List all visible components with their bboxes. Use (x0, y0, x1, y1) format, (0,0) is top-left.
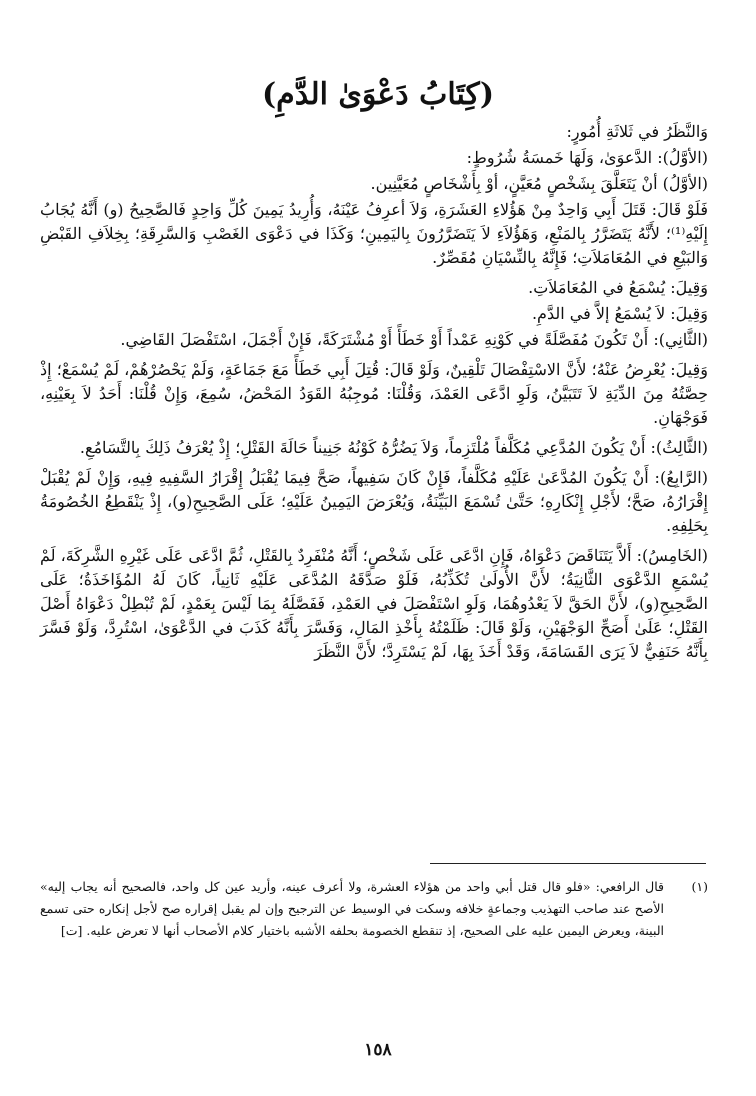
page-number: ١٥٨ (364, 1040, 392, 1060)
paragraph-second-detail: وَقِيلَ: يُعْرِضُ عَنْهُ؛ لأَنَّ الاسْتِفْصَالَ تَلْقِينٌ، وَلَوْ قَالَ: قُتِلَ أَبِي خَطَأً مَعَ جَمَاعَةٍ، وَلَمْ يَحْصُرْهُمْ، لَمْ يُسْمَعْ؛ إِذْ حِصَّتُهُ مِنَ الدِّيَةِ لاَ تَتَبَيَّنُ، وَلَوِ ادَّعَى العَمْدَ، وَقُلْنَا: مُوجِبُهُ القَوَدُ المَحْضُ، سُمِعَ، وَإِنْ قُلْنَا: أَحَدُ لاَ بِعَيْنِهِ، فَوَجْهَانِ. (40, 360, 708, 427)
paragraph-fifth: (الخَامِسُ): أَلاَّ يَتَنَاقَضَ دَعْوَاهُ، فَإِنِ ادَّعَى عَلَى شَخْصٍ؛ أَنَّهُ مُنْفَرِدٌ بِالقَتْلِ، ثُمَّ ادَّعَى عَلَى غَيْرِهِ الشَّرِكَةَ، لَمْ يُسْمَعِ الدَّعْوَى الثَّانِيَةُ؛ لأَنَّ الأُولَىٰ تُكَذِّبُهُ، فَلَوْ صَدَّقَهُ المُدَّعَى عَلَيْهِ ثَانِياً، كَانَ لَهُ المُؤَاخَذَةُ؛ عَلَى الصَّحِيحِ(و)، لأَنَّ الحَقَّ لاَ يَعْدُوهُمَا، وَلَوِ اسْتَفْصَلَ في العَمْدِ، فَفَصَّلَهُ بِمَا لَيْسَ بِعَمْدٍ، لَمْ تُبْطِلْ دَعْوَاهُ أَصْلَ القَتْلِ؛ عَلَىٰ أَصَحِّ الوَجْهَيْنِ، وَلَوْ قَالَ: ظَلَمْتُهُ بِأَخْذِ المَالِ، وَفَسَّرَ بِأَنَّهُ كَذَبَ في الدَّعْوَىٰ، اسْتُرِدَّ، وَلَوْ فَسَّرَ بِأَنَّهُ حَنَفِيٌّ لاَ يَرَى القَسَامَةَ، وَقَدْ أَخَذَ بِهَا، لَمْ يَسْتَرِدَّ؛ لأَنَّ النَّظَرَ (40, 546, 708, 661)
paragraph-opinion-2: وَقِيلَ: لاَ يُسْمَعُ إلاَّ في الدَّمِ. (531, 304, 708, 323)
footnote-divider (430, 863, 706, 864)
footnote-text: قال الرافعي: «فلو قال قتل أبي واحد من هؤلاء العشرة، ولا أعرف عينه، وأريد عين كل واحد، فالصحيح أنه يجاب إليه» الأصح عند صاحب التهذيب وجماعةٍ خلافه وسكت في الوسيط عن الترجيح وإن لم يقبل إقراره صح لأجل إنكاره حتى تسمع البينة، ويعرض اليمين عليه على الصحيح، إذ تنقطع الخصومة بحلفه الأشبه باختيار كلام الأصحاب أنها لا تعرض عليه. [ت] (40, 879, 664, 938)
footnote-number: (١) (691, 879, 708, 894)
footnote (40, 876, 708, 942)
paragraph-fourth: (الرَّابِعُ): أَنْ يَكُونَ المُدَّعَىٰ عَلَيْهِ مُكَلَّفاً، فَإِنْ كَانَ سَفِيهاً، صَحَّ فِيمَا يُقْبَلُ إِقْرَارُ السَّفِيهِ فِيهِ، وَإِنْ لَمْ يُقْبَلْ إِقْرَارُهُ، صَحَّ؛ لأَجْلِ إِنْكَارِهِ؛ حَتَّىٰ تُسْمَعَ البَيِّنَةُ، وَيُعْرَضَ اليَمِينُ عَلَيْهِ؛ عَلَى الصَّحِيحِ(و)، إِذْ يَنْقَطِعُ الخُصُومَةُ بِحَلِفِهِ. (40, 468, 708, 535)
paragraph-first-rule: (الأوَّلُ) أنْ يَتَعَلَّقَ بِشَخْصٍ مُعَيَّنٍ، أوْ بِأَشْخَاصٍ مُعَيَّنِين. (370, 174, 708, 193)
chapter-title: (كِتَابُ دَعْوَىٰ الدَّمِ) (261, 77, 495, 112)
paragraph-third: (الثَّالِثُ): أَنْ يَكُونَ المُدَّعِي مُكَلَّفاً مُلْتَزِماً، وَلاَ يَضُرُّهُ كَوْنُهُ جَنِيناً حَالَةَ القَتْلِ؛ إِذْ يُعْرَفُ ذَلِكَ بِالتَّسَامُعِ. (79, 438, 708, 457)
paragraph-opinion-1: وَقِيلَ: يُسْمَعُ في المُعَامَلاَتِ. (528, 278, 708, 297)
main-text (40, 120, 708, 670)
paragraph-example: فَلَوْ قَالَ: قَتَلَ أَبِي وَاحِدٌ مِنْ هَؤُلاءِ العَشَرَةِ، وَلاَ أعرِفُ عَيْنَهُ، وَأُرِيدُ يَمِينَ كُلِّ وَاحِدٍ فَالصَّحِيحُ (و) أَنَّهُ يُجَابُ إِلَيْهِ⁽¹⁾؛ لأَنَّهُ يَتَضَرَّرُ بِالمَنْعِ، وَهَؤُلاَءِ لاَ يَتَضَرَّرُونَ بِاليَمِينِ؛ وَكَذَا في دَعْوَى الغَصْبِ وَالسَّرِقَةِ؛ بِخِلاَفِ القَبْضِ وَالبَيْعِ في المُعَامَلاَتِ؛ فَإِنَّهُ بِالنِّسْيَانِ مُقَصِّرٌ. (40, 200, 708, 267)
paragraph-second: (الثَّانِي): أَنْ تَكُونَ مُفَصَّلَةً في كَوْنِهِ عَمْداً أَوْ خَطَأً أَوْ مُشْتَرَكَةً، فَإِنْ أَجْمَلَ، اسْتَفْصَلَ القَاضِي. (120, 330, 708, 349)
paragraph-intro: وَالنَّظَرُ في ثَلاثَةِ أُمُورٍ: (566, 122, 708, 141)
paragraph-first-condition: (الأوَّلُ): الدَّعوَىٰ، وَلَهَا خَمسَةُ شُرُوطٍ: (466, 148, 708, 167)
